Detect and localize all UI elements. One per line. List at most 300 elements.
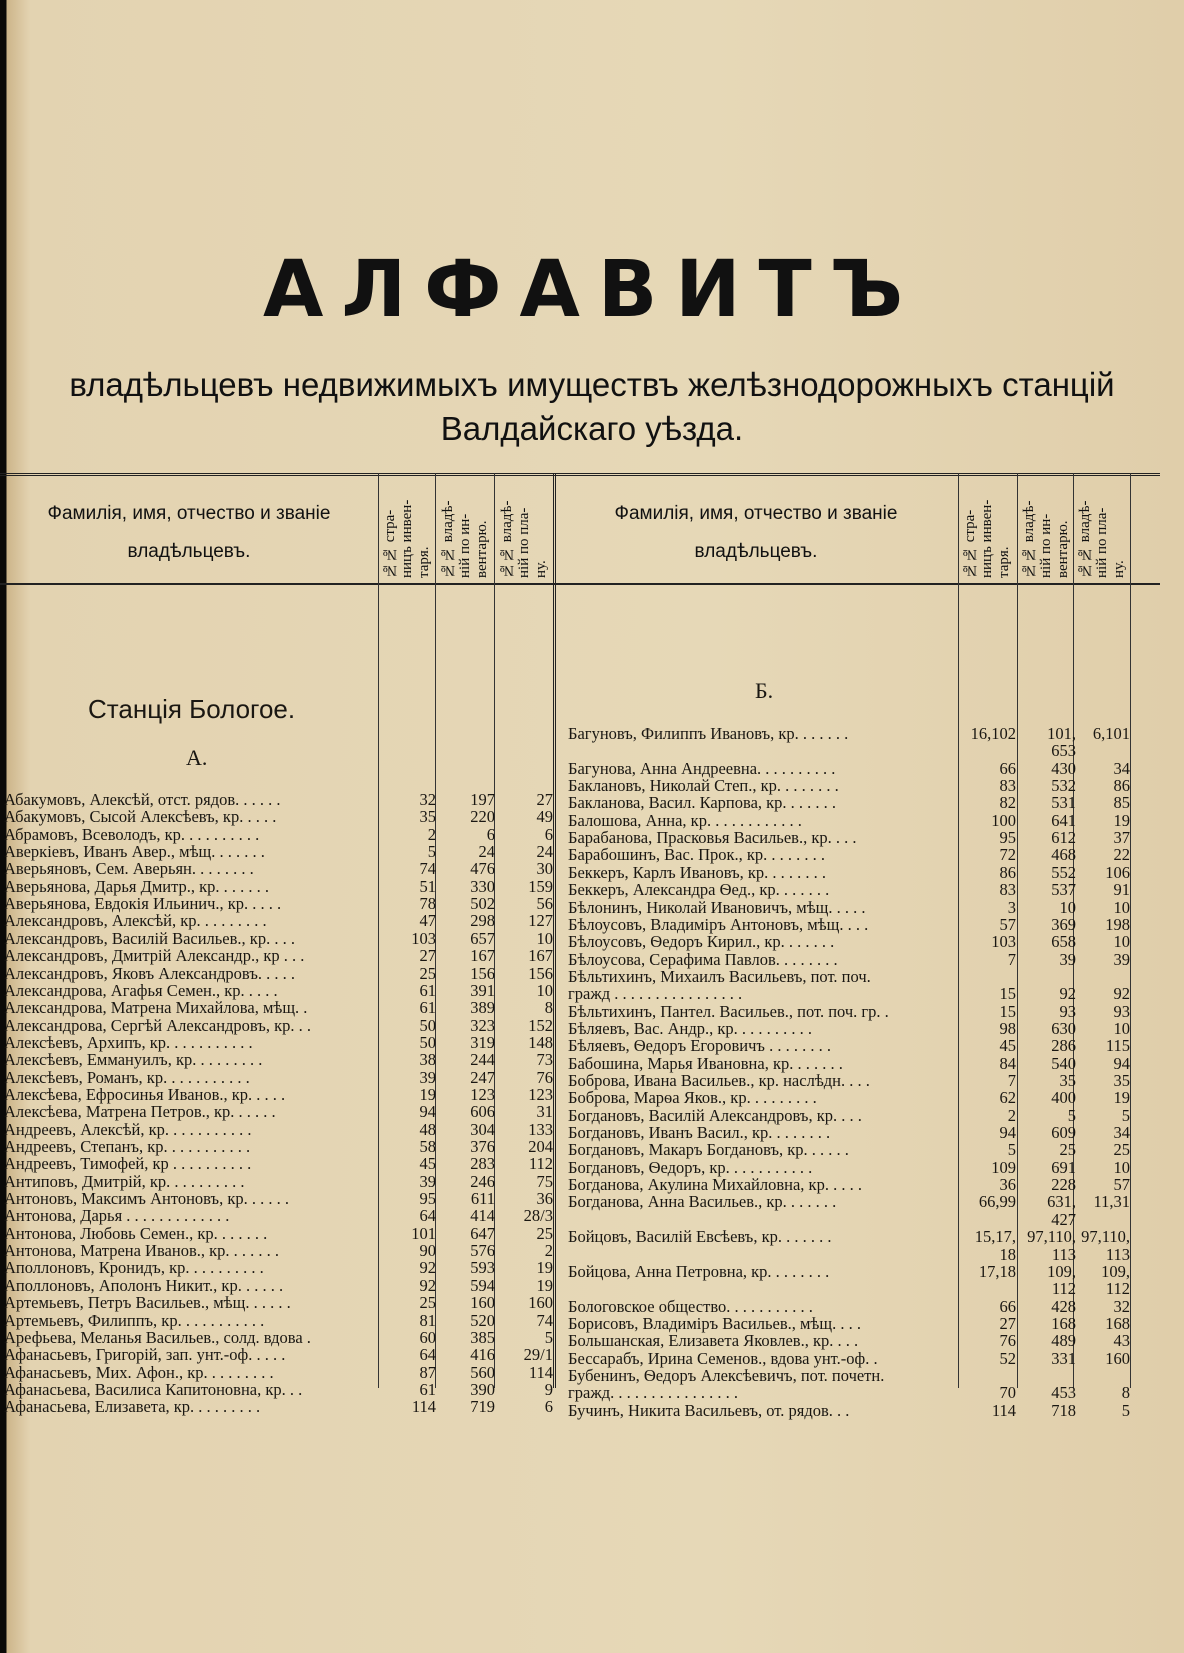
inventory-page-number: 62 (999, 1088, 1016, 1108)
plan-holding-number: 123 (528, 1084, 553, 1104)
inventory-page-number: 109 (991, 1157, 1016, 1177)
plan-holding-number: 19 (536, 1275, 553, 1295)
inventory-page-number: 61 (419, 980, 436, 1000)
owner-name: Аполлоновъ, Аполонъ Никит., кр. . . . . . (4, 1275, 284, 1295)
owner-name: Балошова, Анна, кр. . . . . . . . . . . . (568, 810, 802, 830)
plan-holding-number: 76 (536, 1067, 553, 1087)
plan-holding-number: 30 (536, 859, 553, 879)
inventory-holding-number: 502 (470, 894, 495, 914)
plan-holding-number: 97,110, (1081, 1227, 1130, 1247)
inventory-page-number: 2 (1007, 1105, 1016, 1125)
inventory-holding-number: 428 (1051, 1296, 1076, 1316)
inventory-page-number: 94 (999, 1123, 1016, 1143)
inventory-page-number: 100 (991, 810, 1016, 830)
inventory-holding-number: 244 (470, 1050, 495, 1070)
inventory-holding-number: 594 (470, 1275, 495, 1295)
inventory-page-number: 19 (419, 1084, 436, 1104)
owner-name: Беккеръ, Карлъ Ивановъ, кр. . . . . . . . (568, 862, 827, 882)
owner-name: Александрова, Матрена Михайлова, мѣщ. . (4, 998, 308, 1018)
inventory-page-number: 50 (419, 1015, 436, 1035)
inventory-holding-number: 468 (1051, 845, 1076, 865)
inventory-page-number: 87 (419, 1362, 436, 1382)
plan-holding-number: 148 (528, 1032, 553, 1052)
inventory-holding-number: 246 (470, 1171, 495, 1191)
plan-holding-number: 91 (1113, 880, 1130, 900)
inventory-holding-number: 97,110, (1027, 1227, 1076, 1247)
owner-name: Абрамовъ, Всеволодъ, кр. . . . . . . . . . (4, 824, 260, 844)
plan-holding-number: 160 (528, 1293, 553, 1313)
plan-holding-number: 25 (536, 1223, 553, 1243)
owner-name: Алексѣевъ, Романъ, кр. . . . . . . . . . . (4, 1067, 250, 1087)
inventory-page-number: 92 (419, 1275, 436, 1295)
plan-holding-number: 43 (1113, 1331, 1130, 1351)
owner-name: Андреевъ, Алексѣй, кр. . . . . . . . . . . (4, 1119, 252, 1139)
plan-holding-number: 73 (536, 1050, 553, 1070)
inventory-page-number: 39 (419, 1171, 436, 1191)
inventory-holding-number: 631, (1047, 1192, 1076, 1212)
inventory-holding-number: 489 (1051, 1331, 1076, 1351)
plan-holding-number: 198 (1105, 914, 1130, 934)
inventory-holding-number: 552 (1051, 862, 1076, 882)
inventory-page-number: 66,99 (978, 1192, 1016, 1212)
inventory-holding-number: 390 (470, 1379, 495, 1399)
table-header-rule (0, 583, 1160, 585)
inventory-page-number: 45 (999, 1036, 1016, 1056)
owner-name: Бѣлонинъ, Николай Ивановичъ, мѣщ. . . . . (568, 897, 866, 917)
inventory-holding-number: 537 (1051, 880, 1076, 900)
inventory-holding-number: 453 (1051, 1383, 1076, 1403)
owner-name: Богданова, Анна Васильев., кр. . . . . . . (568, 1192, 837, 1212)
plan-holding-number: 167 (528, 946, 553, 966)
plan-holding-number: 28/3 (523, 1206, 553, 1226)
plan-holding-number: 94 (1113, 1053, 1130, 1073)
owner-name: Бучинъ, Никита Васильевъ, от. рядов. . . (568, 1400, 850, 1420)
inventory-page-number: 90 (419, 1241, 436, 1261)
table-row (4, 1397, 569, 1417)
inventory-holding-number: 24 (478, 842, 495, 862)
plan-holding-number: 92 (1113, 984, 1130, 1004)
inventory-holding-number: 531 (1051, 793, 1076, 813)
inventory-holding-number: 10 (1059, 897, 1076, 917)
header-name-right (556, 495, 956, 571)
plan-holding-number: 27 (536, 790, 553, 809)
owner-name: Александровъ, Яковъ Александровъ. . . . . (4, 963, 295, 983)
inventory-holding-number: 5 (1067, 1105, 1076, 1125)
inventory-holding-number: 647 (470, 1223, 495, 1243)
owner-name: Богданова, Акулина Михайловна, кр. . . . . (568, 1175, 862, 1195)
plan-holding-number: 56 (536, 894, 553, 914)
table-top-rule (0, 473, 1160, 476)
owner-name: Бѣляевъ, Ѳедоръ Егоровичъ . . . . . . . . (568, 1036, 831, 1056)
page-subtitle-line2: Валдайскаго уѣзда. (440, 410, 744, 447)
inventory-page-number: 35 (419, 807, 436, 827)
inventory-page-number: 7 (1007, 1071, 1016, 1090)
header-col-pages: №№ стра- ницъ инвен- таря. (382, 499, 432, 578)
owner-name: Александрова, Сергѣй Александровъ, кр. . . (4, 1015, 311, 1035)
owner-name: Бубенинъ, Ѳедоръ Алексѣевичъ, пот. почетн. (568, 1365, 885, 1385)
inventory-page-number: 15,17, (974, 1227, 1016, 1247)
plan-holding-number: 24 (536, 842, 553, 862)
inventory-holding-number: 112 (1051, 1279, 1076, 1299)
plan-holding-number: 8 (544, 998, 553, 1018)
owner-name: Бологовское общество. . . . . . . . . . . (568, 1296, 813, 1316)
owner-name: Абакумовъ, Алексѣй, отст. рядов. . . . . . (4, 790, 281, 809)
inventory-page-number: 18 (999, 1244, 1016, 1264)
owner-name: Андреевъ, Степанъ, кр. . . . . . . . . . . (4, 1137, 251, 1156)
inventory-page-number: 48 (419, 1119, 436, 1139)
plan-holding-number: 6 (544, 1397, 553, 1417)
plan-holding-number: 109, (1101, 1261, 1130, 1281)
inventory-page-number: 7 (1007, 949, 1016, 969)
header-name-line2: владѣльцевъ. (127, 541, 251, 562)
inventory-holding-number: 156 (470, 963, 495, 983)
owner-name: Аверьяновъ, Сем. Аверьян. . . . . . . . (4, 859, 254, 879)
inventory-page-number: 50 (419, 1032, 436, 1052)
plan-holding-number: 93 (1113, 1001, 1130, 1021)
plan-holding-number: 9 (544, 1379, 553, 1399)
plan-holding-number: 204 (528, 1137, 553, 1156)
owner-name: Бессарабъ, Ирина Семенов., вдова унт.-оф. . (568, 1348, 878, 1368)
plan-holding-number: 31 (536, 1102, 553, 1122)
owner-name: Бѣлоусова, Серафима Павлов. . . . . . . . (568, 949, 838, 969)
inventory-page-number: 84 (999, 1053, 1016, 1073)
inventory-page-number: 61 (419, 1379, 436, 1399)
owner-name: Бакланова, Васил. Карпова, кр. . . . . . . (568, 793, 837, 813)
inventory-page-number: 47 (419, 911, 436, 931)
inventory-page-number: 64 (419, 1206, 436, 1226)
inventory-holding-number: 168 (1051, 1313, 1076, 1333)
inventory-holding-number: 718 (1051, 1400, 1076, 1420)
inventory-holding-number: 376 (470, 1137, 495, 1156)
plan-holding-number: 5 (1121, 1105, 1130, 1125)
inventory-holding-number: 385 (470, 1327, 495, 1347)
inventory-page-number: 5 (427, 842, 436, 862)
plan-holding-number: 37 (1113, 828, 1130, 848)
plan-holding-number: 8 (1121, 1383, 1130, 1403)
inventory-holding-number: 228 (1051, 1175, 1076, 1195)
owner-name: Антонова, Матрена Иванов., кр. . . . . . . (4, 1241, 279, 1261)
inventory-page-number: 39 (419, 1067, 436, 1087)
inventory-holding-number: 391 (470, 980, 495, 1000)
inventory-holding-number: 719 (470, 1397, 495, 1417)
owner-name: Антоновъ, Максимъ Антоновъ, кр. . . . . . (4, 1189, 289, 1209)
plan-holding-number: 29/1 (523, 1345, 553, 1365)
owner-name: Богдановъ, Ѳедоръ, кр. . . . . . . . . . . (568, 1157, 813, 1177)
plan-holding-number: 57 (1113, 1175, 1130, 1195)
inventory-holding-number: 532 (1051, 776, 1076, 796)
owner-name: Артемьевъ, Петръ Васильев., мѣщ. . . . . . (4, 1293, 291, 1313)
inventory-holding-number: 247 (470, 1067, 495, 1087)
owner-name: Александровъ, Василій Васильев., кр. . . . (4, 928, 295, 948)
plan-holding-number: 10 (1113, 932, 1130, 952)
inventory-page-number: 32 (419, 790, 436, 809)
plan-holding-number: 152 (528, 1015, 553, 1035)
owner-name: Бѣлоусовъ, Владиміръ Антоновъ, мѣщ. . . . (568, 914, 869, 934)
inventory-page-number: 82 (999, 793, 1016, 813)
inventory-page-number: 36 (999, 1175, 1016, 1195)
inventory-holding-number: 113 (1051, 1244, 1076, 1264)
owner-name: Борисовъ, Владиміръ Васильев., мѣщ. . . . (568, 1313, 861, 1333)
inventory-holding-number: 369 (1051, 914, 1076, 934)
plan-holding-number: 106 (1105, 862, 1130, 882)
header-col-pages: №№ стра- ницъ инвен- таря. (962, 499, 1012, 578)
plan-holding-number: 159 (528, 876, 553, 896)
inventory-page-number: 5 (1007, 1140, 1016, 1160)
plan-holding-number: 35 (1113, 1071, 1130, 1090)
header-name-line1: Фамилія, имя, отчество и званіе (47, 503, 331, 524)
inventory-holding-number: 283 (470, 1154, 495, 1174)
inventory-holding-number: 123 (470, 1084, 495, 1104)
owner-name: Большанская, Елизавета Яковлев., кр. . . . (568, 1331, 859, 1351)
owner-name: гражд. . . . . . . . . . . . . . . . (568, 1383, 739, 1403)
plan-holding-number: 86 (1113, 776, 1130, 796)
inventory-page-number: 86 (999, 862, 1016, 882)
plan-holding-number: 127 (528, 911, 553, 931)
inventory-page-number: 52 (999, 1348, 1016, 1368)
inventory-page-number: 94 (419, 1102, 436, 1122)
owner-name: Богдановъ, Макаръ Богдановъ, кр. . . . . . (568, 1140, 849, 1160)
inventory-page-number: 27 (999, 1313, 1016, 1333)
header-col-plan: №№ владѣ- ній по пла- ну. (1077, 500, 1127, 578)
inventory-page-number: 72 (999, 845, 1016, 865)
inventory-page-number: 25 (419, 1293, 436, 1313)
plan-holding-number: 2 (544, 1241, 553, 1261)
inventory-holding-number: 101, (1047, 724, 1076, 743)
owner-name: Бойцовъ, Василій Евсѣевъ, кр. . . . . . . (568, 1227, 832, 1247)
owner-name: Багуновъ, Филиппъ Ивановъ, кр. . . . . . . (568, 724, 849, 743)
inventory-holding-number: 160 (470, 1293, 495, 1313)
inventory-holding-number: 427 (1051, 1209, 1076, 1229)
owner-name: Абакумовъ, Сысой Алексѣевъ, кр. . . . . (4, 807, 277, 827)
inventory-page-number: 15 (999, 1001, 1016, 1021)
header-name-line2: владѣльцевъ. (694, 541, 818, 562)
inventory-page-number: 2 (427, 824, 436, 844)
inventory-holding-number: 167 (470, 946, 495, 966)
header-name-line1: Фамилія, имя, отчество и званіе (614, 503, 898, 524)
inventory-page-number: 27 (419, 946, 436, 966)
owner-name: Алексѣева, Ефросинья Иванов., кр. . . . . (4, 1084, 286, 1104)
plan-holding-number: 10 (1113, 1018, 1130, 1038)
inventory-page-number: 98 (999, 1018, 1016, 1038)
header-col-inventory: №№ владѣ- ній по ин- вентарю. (1021, 500, 1071, 578)
inventory-holding-number: 39 (1059, 949, 1076, 969)
inventory-holding-number: 416 (470, 1345, 495, 1365)
inventory-holding-number: 540 (1051, 1053, 1076, 1073)
owner-name: Боброва, Ивана Васильев., кр. наслѣдн. . . . (568, 1071, 870, 1090)
inventory-holding-number: 476 (470, 859, 495, 879)
plan-holding-number: 115 (1105, 1036, 1130, 1056)
owner-name: Бойцова, Анна Петровна, кр. . . . . . . . (568, 1261, 830, 1281)
inventory-page-number: 78 (419, 894, 436, 914)
owner-name: Андреевъ, Тимофей, кр . . . . . . . . . . (4, 1154, 252, 1174)
inventory-page-number: 58 (419, 1137, 436, 1156)
inventory-holding-number: 323 (470, 1015, 495, 1035)
plan-holding-number: 32 (1113, 1296, 1130, 1316)
plan-holding-number: 36 (536, 1189, 553, 1209)
plan-holding-number: 39 (1113, 949, 1130, 969)
inventory-page-number: 66 (999, 758, 1016, 778)
inventory-holding-number: 430 (1051, 758, 1076, 778)
inventory-holding-number: 35 (1059, 1071, 1076, 1090)
plan-holding-number: 10 (536, 928, 553, 948)
owner-name: Баклановъ, Николай Степ., кр. . . . . . . . (568, 776, 839, 796)
letter-heading-a: А. (186, 745, 208, 770)
inventory-page-number: 61 (419, 998, 436, 1018)
plan-holding-number: 112 (1105, 1279, 1130, 1299)
owner-name: Боброва, Марѳа Яков., кр. . . . . . . . . (568, 1088, 817, 1108)
owner-name: Антиповъ, Дмитрій, кр. . . . . . . . . . (4, 1171, 245, 1191)
inventory-page-number: 17,18 (978, 1261, 1016, 1281)
header-col-inventory: №№ владѣ- ній по ин- вентарю. (440, 500, 490, 578)
owner-name: Бабошина, Марья Ивановна, кр. . . . . . . (568, 1053, 843, 1073)
owner-name: Богдановъ, Василій Александровъ, кр. . . . (568, 1105, 862, 1125)
inventory-page-number: 114 (991, 1400, 1016, 1420)
owner-name: Афанасьева, Василиса Капитоновна, кр. . . (4, 1379, 303, 1399)
inventory-holding-number: 657 (470, 928, 495, 948)
owner-name: Аполлоновъ, Кронидъ, кр. . . . . . . . . . (4, 1258, 264, 1278)
owner-name: Артемьевъ, Филиппъ, кр. . . . . . . . . . . (4, 1310, 265, 1330)
page-title: АЛФАВИТЪ (262, 245, 922, 335)
plan-holding-number: 112 (528, 1154, 553, 1174)
inventory-holding-number: 593 (470, 1258, 495, 1278)
inventory-holding-number: 298 (470, 911, 495, 931)
plan-holding-number: 5 (544, 1327, 553, 1347)
header-name-left (0, 495, 378, 571)
inventory-holding-number: 611 (470, 1189, 495, 1209)
plan-holding-number: 19 (1113, 1088, 1130, 1108)
inventory-page-number: 114 (411, 1397, 436, 1417)
inventory-page-number: 76 (999, 1331, 1016, 1351)
inventory-page-number: 64 (419, 1345, 436, 1365)
inventory-page-number: 103 (411, 928, 436, 948)
plan-holding-number: 19 (536, 1258, 553, 1278)
plan-holding-number: 74 (536, 1310, 553, 1330)
plan-holding-number: 168 (1105, 1313, 1130, 1333)
letter-heading-b: Б. (755, 678, 774, 703)
plan-holding-number: 10 (536, 980, 553, 1000)
header-col-plan: №№ владѣ- ній по пла- ну. (499, 500, 549, 578)
inventory-holding-number: 330 (470, 876, 495, 896)
inventory-holding-number: 576 (470, 1241, 495, 1261)
owner-name: Афанасьевъ, Мих. Афон., кр. . . . . . . . . (4, 1362, 274, 1382)
inventory-holding-number: 653 (1051, 741, 1076, 761)
plan-holding-number: 19 (1113, 810, 1130, 830)
plan-holding-number: 10 (1113, 1157, 1130, 1177)
owner-name: Арефьева, Меланья Васильев., солд. вдова . (4, 1327, 311, 1347)
inventory-holding-number: 25 (1059, 1140, 1076, 1160)
owner-name: Аверьянова, Дарья Дмитр., кр. . . . . . . (4, 876, 270, 896)
inventory-page-number: 45 (419, 1154, 436, 1174)
inventory-page-number: 38 (419, 1050, 436, 1070)
inventory-page-number: 101 (411, 1223, 436, 1243)
plan-holding-number: 6 (544, 824, 553, 844)
inventory-holding-number: 641 (1051, 810, 1076, 830)
inventory-holding-number: 220 (470, 807, 495, 827)
page-subtitle-line1: владѣльцевъ недвижимыхъ имуществъ желѣзнодорожныхъ станцій (69, 366, 1115, 403)
inventory-holding-number: 658 (1051, 932, 1076, 952)
inventory-holding-number: 109, (1047, 1261, 1076, 1281)
inventory-holding-number: 331 (1051, 1348, 1076, 1368)
inventory-page-number: 25 (419, 963, 436, 983)
plan-holding-number: 85 (1113, 793, 1130, 813)
plan-holding-number: 10 (1113, 897, 1130, 917)
plan-holding-number: 5 (1121, 1400, 1130, 1420)
inventory-holding-number: 606 (470, 1102, 495, 1122)
plan-holding-number: 25 (1113, 1140, 1130, 1160)
inventory-page-number: 15 (999, 984, 1016, 1004)
inventory-page-number: 95 (419, 1189, 436, 1209)
owner-name: Алексѣева, Матрена Петров., кр. . . . . . (4, 1102, 276, 1122)
owner-name: Бѣльтихинъ, Михаилъ Васильевъ, пот. поч. (568, 966, 871, 986)
owner-name: Бѣлоусовъ, Ѳедоръ Кирил., кр. . . . . . . (568, 932, 835, 952)
owner-name: Бѣляевъ, Вас. Андр., кр. . . . . . . . . . (568, 1018, 813, 1038)
plan-holding-number: 34 (1113, 758, 1130, 778)
plan-holding-number: 22 (1113, 845, 1130, 865)
inventory-holding-number: 520 (470, 1310, 495, 1330)
inventory-page-number: 74 (419, 859, 436, 879)
table-row (568, 1401, 1133, 1421)
inventory-holding-number: 286 (1051, 1036, 1076, 1056)
inventory-page-number: 95 (999, 828, 1016, 848)
plan-holding-number: 133 (528, 1119, 553, 1139)
plan-holding-number: 11,31 (1093, 1192, 1130, 1212)
inventory-page-number: 51 (419, 876, 436, 896)
owner-name: Александровъ, Алексѣй, кр. . . . . . . . . (4, 911, 267, 931)
owner-name: Афанасьева, Елизавета, кр. . . . . . . . . (4, 1397, 261, 1417)
owner-name: Александрова, Агафья Семен., кр. . . . . (4, 980, 278, 1000)
owner-name: Аверкіевъ, Иванъ Авер., мѣщ. . . . . . . (4, 842, 265, 862)
inventory-page-number: 57 (999, 914, 1016, 934)
owner-name: Аверьянова, Евдокія Ильинич., кр. . . . . (4, 894, 282, 914)
plan-holding-number: 6,101 (1092, 724, 1130, 743)
plan-holding-number: 113 (1105, 1244, 1130, 1264)
owner-name: Алексѣевъ, Еммануилъ, кр. . . . . . . . . (4, 1050, 263, 1070)
inventory-holding-number: 612 (1051, 828, 1076, 848)
inventory-holding-number: 319 (470, 1032, 495, 1052)
inventory-holding-number: 400 (1051, 1088, 1076, 1108)
owner-name: Бѣльтихинъ, Пантел. Васильев., пот. поч. гр. . (568, 1001, 889, 1021)
plan-holding-number: 49 (536, 807, 553, 827)
plan-holding-number: 34 (1113, 1123, 1130, 1143)
owner-name: Барабанова, Прасковья Васильев., кр. . . . (568, 828, 857, 848)
inventory-holding-number: 6 (486, 824, 495, 844)
inventory-page-number: 60 (419, 1327, 436, 1347)
inventory-page-number: 83 (999, 776, 1016, 796)
owner-name: гражд . . . . . . . . . . . . . . . . (568, 984, 743, 1004)
inventory-holding-number: 609 (1051, 1123, 1076, 1143)
inventory-holding-number: 197 (470, 790, 495, 809)
inventory-holding-number: 93 (1059, 1001, 1076, 1021)
inventory-holding-number: 691 (1051, 1157, 1076, 1177)
owner-name: Багунова, Анна Андреевна. . . . . . . . . . (568, 758, 836, 778)
plan-holding-number: 160 (1105, 1348, 1130, 1368)
plan-holding-number: 114 (528, 1362, 553, 1382)
inventory-holding-number: 92 (1059, 984, 1076, 1004)
inventory-page-number: 70 (999, 1383, 1016, 1403)
owner-name: Александровъ, Дмитрій Александр., кр . . . (4, 946, 305, 966)
owner-name: Антонова, Дарья . . . . . . . . . . . . . (4, 1206, 230, 1226)
owner-name: Богдановъ, Иванъ Васил., кр. . . . . . . . (568, 1123, 831, 1143)
owner-name: Алексѣевъ, Архипъ, кр. . . . . . . . . . . (4, 1032, 253, 1052)
owner-name: Афанасьевъ, Григорій, зап. унт.-оф. . . . . (4, 1345, 286, 1365)
owner-name: Антонова, Любовь Семен., кр. . . . . . . (4, 1223, 268, 1243)
owner-name: Барабошинъ, Вас. Прок., кр. . . . . . . . (568, 845, 826, 865)
owner-name: Беккеръ, Александра Ѳед., кр. . . . . . . (568, 880, 830, 900)
inventory-page-number: 92 (419, 1258, 436, 1278)
inventory-holding-number: 304 (470, 1119, 495, 1139)
station-heading: Станція Бологое. (88, 694, 296, 724)
inventory-page-number: 103 (991, 932, 1016, 952)
